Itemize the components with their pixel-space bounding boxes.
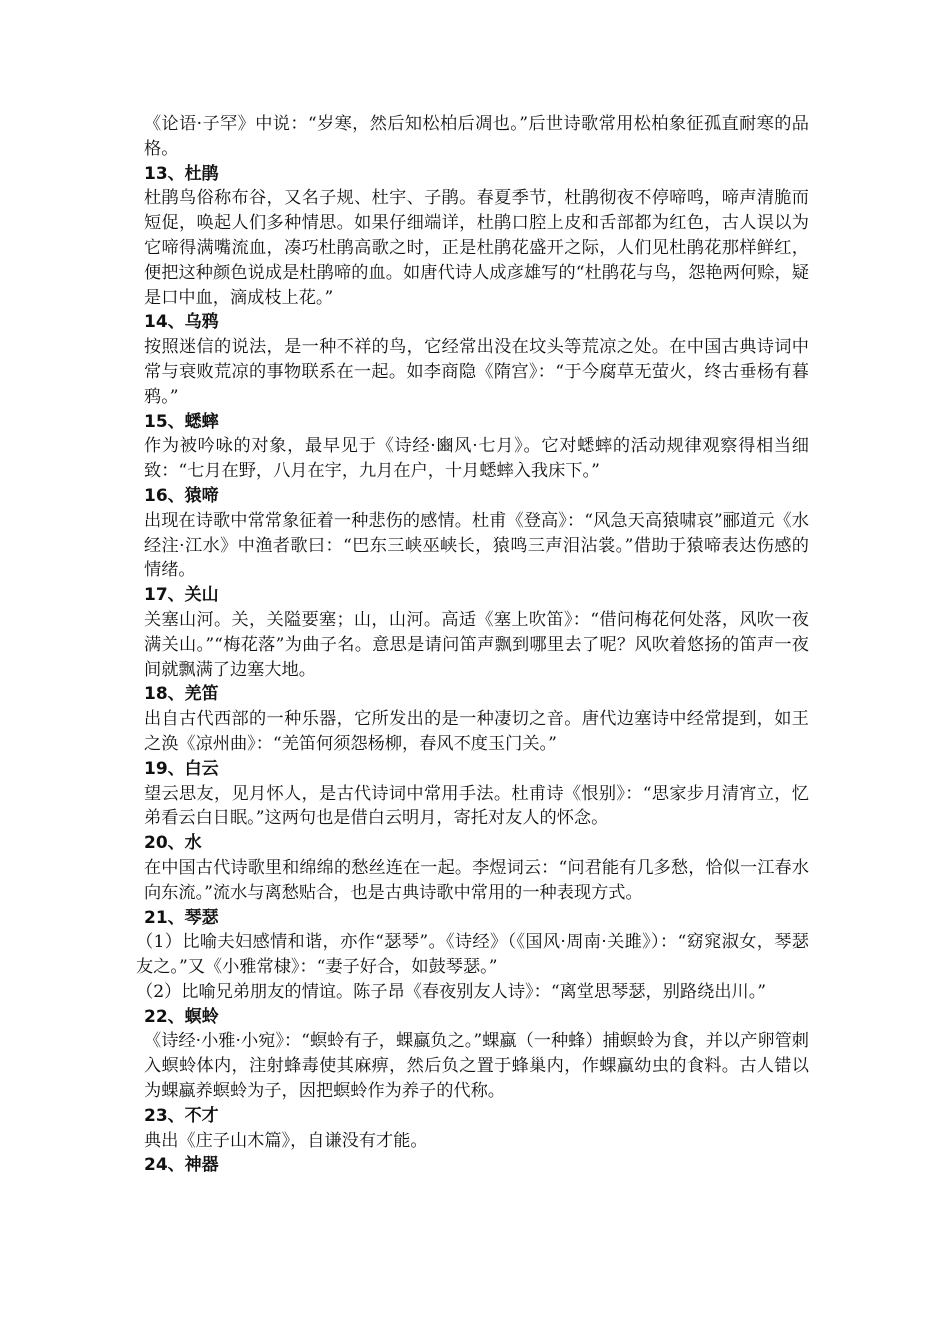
section-heading-20: 20、水 <box>144 833 202 854</box>
section-heading-19: 19、白云 <box>144 758 219 779</box>
paragraph-songbai: 《论语·子罕》中说：“岁寒，然后知松柏后凋也。”后世诗歌常用松柏象征孤直耐寒的品格。 <box>144 114 809 159</box>
section-heading-17: 17、关山 <box>144 585 219 606</box>
paragraph-dujuan: 杜鹃鸟俗称布谷，又名子规、杜宇、子鹃。春夏季节，杜鹃彻夜不停啼鸣，啼声清脆而短促，唤起人们多种情思。如果仔细端详，杜鹃口腔上皮和舌部都为红色，古人误以为它啼得满嘴流血，凑巧杜鹃高歌之时，正是杜鹃花盛开之际，人们见杜鹃花那样鲜红，便把这种颜色说成是杜鹃啼的血。如唐代诗人成彦雄写的“杜鹃花与鸟，怨艳两何赊，疑是口中血，滴成枝上花。” <box>144 188 809 308</box>
paragraph-qiangdi: 出自古代西部的一种乐器，它所发出的是一种凄切之音。唐代边塞诗中经常提到，如王之涣《凉州曲》：“羌笛何须怨杨柳，春风不度玉门关。” <box>144 709 809 754</box>
section-heading-23: 23、不才 <box>144 1105 219 1126</box>
paragraph-bucai: 典出《庄子山木篇》，自谦没有才能。 <box>144 1130 428 1151</box>
paragraph-guanshan: 关塞山河。关，关隘要塞；山，山河。高适《塞上吹笛》：“借问梅花何处落，风吹一夜满关山。”“梅花落”为曲子名。意思是请问笛声飘到哪里去了呢？风吹着悠扬的笛声一夜间就飘满了边塞大地。 <box>144 609 809 680</box>
section-heading-24: 24、神器 <box>144 1155 219 1176</box>
section-heading-14: 14、乌鸦 <box>144 312 219 333</box>
paragraph-wuya: 按照迷信的说法，是一种不祥的鸟，它经常出没在坟头等荒凉之处。在中国古典诗词中常与衰败荒凉的事物联系在一起。如李商隐《隋宫》：“于今腐草无萤火，终古垂杨有暮鸦。” <box>144 337 809 407</box>
section-heading-22: 22、螟蛉 <box>144 1006 219 1027</box>
paragraph-shui: 在中国古代诗歌里和绵绵的愁丝连在一起。李煜词云：“问君能有几多愁，恰似一江春水向东流。”流水与离愁贴合，也是古典诗歌中常用的一种表现方式。 <box>144 857 809 903</box>
paragraph-qinse-1: （1）比喻夫妇感情和谐，亦作“瑟琴”。《诗经》（《国风·周南·关雎》）：“窈窕淑女，琴瑟友之。”又《小雅常棣》：“妻子好合，如鼓琴瑟。” <box>136 932 809 978</box>
section-heading-16: 16、猿啼 <box>144 485 219 506</box>
section-heading-13: 13、杜鹃 <box>144 163 219 184</box>
section-heading-21: 21、琴瑟 <box>144 907 219 928</box>
paragraph-qinse-2: （2）比喻兄弟朋友的情谊。陈子昂《春夜别友人诗》：“离堂思琴瑟，别路绕出川。” <box>136 981 767 1002</box>
document-page <box>136 112 809 1178</box>
paragraph-mingling: 《诗经·小雅·小宛》：“螟蛉有子，蜾蠃负之。”蜾蠃（一种蜂）捕螟蛉为食，并以产卵管刺入螟蛉体内，注射蜂毒使其麻痹，然后负之置于蜂巢内，作蜾蠃幼虫的食料。古人错以为蜾蠃养螟蛉为子，因把螟蛉作为养子的代称。 <box>144 1031 809 1102</box>
paragraph-xishuai: 作为被吟咏的对象，最早见于《诗经·豳风·七月》。它对蟋蟀的活动规律观察得相当细致：“七月在野，八月在宇，九月在户，十月蟋蟀入我床下。” <box>144 436 809 482</box>
section-heading-18: 18、羌笛 <box>144 684 219 705</box>
paragraph-baiyun: 望云思友，见月怀人，是古代诗词中常用手法。杜甫诗《恨别》：“思家步月清宵立，忆弟看云白日眠。”这两句也是借白云明月，寄托对友人的怀念。 <box>144 783 809 829</box>
section-heading-15: 15、蟋蟀 <box>144 411 219 432</box>
paragraph-yuanti: 出现在诗歌中常常象征着一种悲伤的感情。杜甫《登高》：“风急天高猿啸哀”郦道元《水经注·江水》中渔者歌曰：“巴东三峡巫峡长，猿鸣三声泪沾裳。”借助于猿啼表达伤感的情绪。 <box>144 510 809 581</box>
